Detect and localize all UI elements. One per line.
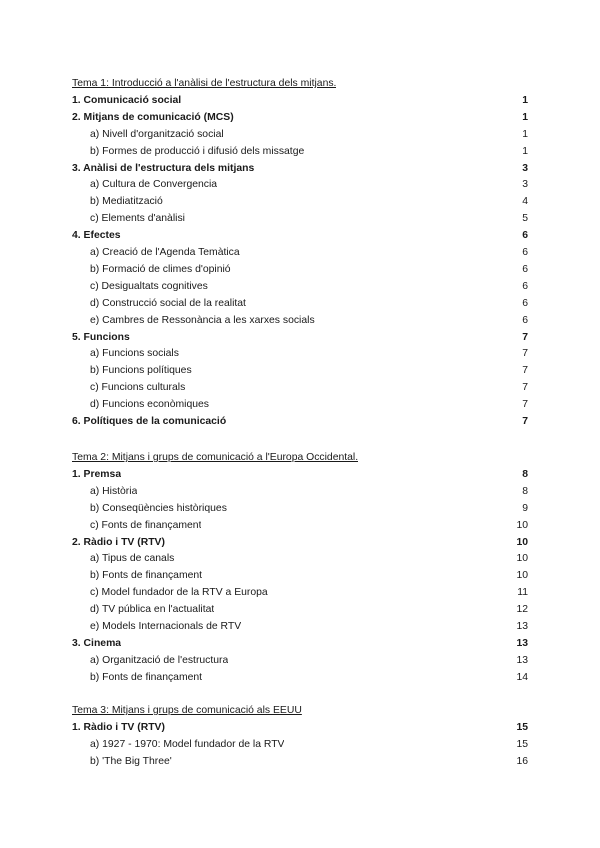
toc-page-number: 1 bbox=[522, 94, 528, 106]
toc-entry-title: a) Funcions socials bbox=[90, 348, 179, 360]
toc-entry-title: b) 'The Big Three' bbox=[90, 755, 172, 767]
toc-section-entry[interactable] bbox=[72, 635, 528, 652]
toc-entry-title: 2. Ràdio i TV (RTV) bbox=[72, 536, 165, 548]
toc-subsection-entry[interactable] bbox=[72, 483, 528, 500]
toc-subsection-entry[interactable] bbox=[72, 517, 528, 534]
toc-section-entry[interactable] bbox=[72, 534, 528, 551]
toc-entry-title: 4. Efectes bbox=[72, 230, 121, 242]
toc-entry-title: a) Nivell d'organització social bbox=[90, 128, 224, 140]
chapter-heading[interactable] bbox=[72, 75, 528, 92]
toc-page-number: 7 bbox=[522, 416, 528, 427]
toc-entry-title: b) Fonts de finançament bbox=[90, 671, 203, 683]
toc-entry-title: 3. Cinema bbox=[72, 637, 122, 649]
toc-subsection-entry[interactable] bbox=[72, 312, 528, 329]
toc-subsection-entry[interactable] bbox=[72, 736, 528, 753]
toc-section-entry[interactable] bbox=[72, 109, 528, 126]
toc-entry-title: e) Cambres de Ressonància a les xarxes socials bbox=[90, 314, 315, 326]
toc-entry-title: b) Funcions polítiques bbox=[90, 365, 192, 377]
toc-section-entry[interactable] bbox=[72, 466, 528, 483]
toc-section-entry[interactable] bbox=[72, 329, 528, 346]
toc-page-number: 1 bbox=[522, 145, 528, 157]
toc-page-number: 6 bbox=[522, 314, 528, 326]
toc-section-entry[interactable] bbox=[72, 92, 528, 109]
toc-page-number bbox=[508, 449, 528, 466]
toc-entry-title: 6. Polítiques de la comunicació bbox=[72, 416, 227, 427]
toc-entry-title: 2. Mitjans de comunicació (MCS) bbox=[72, 111, 234, 123]
toc-entry-title: a) Creació de l'Agenda Temàtica bbox=[90, 247, 240, 258]
toc-page-number: 10 bbox=[516, 536, 528, 548]
toc-entry-title: Tema 2: Mitjans i grups de comunicació a l'Europa Occidental. bbox=[72, 452, 359, 463]
toc-section-entry[interactable] bbox=[72, 227, 528, 244]
toc-entry-title: b) Formes de producció i difusió dels missatge bbox=[90, 145, 305, 157]
toc-subsection-entry[interactable] bbox=[72, 396, 528, 413]
toc-subsection-entry[interactable] bbox=[72, 176, 528, 193]
toc-page-number: 13 bbox=[516, 637, 528, 649]
toc-entry-title: d) Funcions econòmiques bbox=[90, 399, 209, 411]
toc-page-number: 1 bbox=[522, 111, 528, 123]
toc-page-number: 15 bbox=[516, 721, 528, 733]
toc-subsection-entry[interactable] bbox=[72, 244, 528, 261]
toc-page-number: 4 bbox=[522, 196, 528, 208]
toc-subsection-entry[interactable] bbox=[72, 550, 528, 567]
toc-entry-title: c) Elements d'anàlisi bbox=[90, 213, 185, 225]
toc-page-number: 6 bbox=[522, 263, 528, 275]
toc-page-number: 8 bbox=[522, 485, 528, 497]
toc-entry-title: c) Fonts de finançament bbox=[90, 519, 202, 531]
toc-page-number: 12 bbox=[516, 604, 528, 616]
toc-entry-title: 3. Anàlisi de l'estructura dels mitjans bbox=[72, 162, 255, 174]
toc-entry-title: 1. Comunicació social bbox=[72, 94, 182, 106]
toc-entry-title: a) Cultura de Convergencia bbox=[90, 179, 218, 191]
toc-subsection-entry[interactable] bbox=[72, 753, 528, 770]
toc-entry-title: a) Història bbox=[90, 485, 138, 497]
toc-page-number: 7 bbox=[522, 399, 528, 411]
toc-page-number: 7 bbox=[522, 348, 528, 360]
toc-subsection-entry[interactable] bbox=[72, 618, 528, 635]
toc-subsection-entry[interactable] bbox=[72, 500, 528, 517]
toc-subsection-entry[interactable] bbox=[72, 126, 528, 143]
toc-page-number: 3 bbox=[522, 179, 528, 191]
toc-subsection-entry[interactable] bbox=[72, 567, 528, 584]
toc-page-number bbox=[508, 702, 528, 719]
toc-entry-title: b) Mediatització bbox=[90, 196, 163, 208]
toc-page-number: 13 bbox=[516, 621, 528, 632]
toc-entry-title: a) Tipus de canals bbox=[90, 553, 175, 565]
toc-page-number: 8 bbox=[522, 468, 528, 480]
toc-subsection-entry[interactable] bbox=[72, 278, 528, 295]
toc-entry-title: 1. Ràdio i TV (RTV) bbox=[72, 721, 165, 733]
toc-section-entry[interactable] bbox=[72, 160, 528, 177]
toc-page-number: 14 bbox=[516, 671, 528, 683]
toc-page-number: 3 bbox=[522, 162, 528, 174]
toc-subsection-entry[interactable] bbox=[72, 601, 528, 618]
toc-entry-title: 1. Premsa bbox=[72, 468, 122, 480]
toc-entry-title: b) Formació de climes d'opinió bbox=[90, 263, 231, 275]
toc-page-number bbox=[508, 75, 528, 92]
toc-entry-title: e) Models Internacionals de RTV bbox=[90, 621, 242, 632]
toc-page-number: 13 bbox=[516, 654, 528, 666]
toc-page-number: 10 bbox=[516, 519, 528, 531]
toc-subsection-entry[interactable] bbox=[72, 261, 528, 278]
toc-page-number: 7 bbox=[522, 365, 528, 377]
toc-entry-title: a) Organització de l'estructura bbox=[90, 654, 229, 666]
toc-page-number: 9 bbox=[522, 502, 528, 514]
toc-entry-title: b) Conseqüències històriques bbox=[90, 502, 227, 514]
toc-page-number: 10 bbox=[516, 553, 528, 565]
toc-subsection-entry[interactable] bbox=[72, 362, 528, 379]
toc-entry-title: d) TV pública en l'actualitat bbox=[90, 604, 215, 616]
toc-page-number: 1 bbox=[522, 128, 528, 140]
toc-subsection-entry[interactable] bbox=[72, 652, 528, 669]
toc-subsection-entry[interactable] bbox=[72, 143, 528, 160]
toc-entry-title: c) Funcions culturals bbox=[90, 382, 186, 394]
toc-subsection-entry[interactable] bbox=[72, 379, 528, 396]
toc-subsection-entry[interactable] bbox=[72, 295, 528, 312]
toc-page-number: 10 bbox=[516, 570, 528, 582]
toc-page-number: 6 bbox=[522, 247, 528, 258]
toc-section-entry[interactable] bbox=[72, 719, 528, 736]
toc-page-number: 6 bbox=[522, 230, 528, 242]
toc-section-entry[interactable] bbox=[72, 413, 528, 430]
toc-page-number: 6 bbox=[522, 280, 528, 292]
toc-page-number: 11 bbox=[517, 587, 528, 599]
toc-page-number: 16 bbox=[516, 755, 528, 767]
toc-entry-title: d) Construcció social de la realitat bbox=[90, 297, 246, 309]
toc-entry-title: Tema 1: Introducció a l'anàlisi de l'estructura dels mitjans. bbox=[72, 78, 337, 89]
toc-subsection-entry[interactable] bbox=[72, 193, 528, 210]
toc-entry-title: Tema 3: Mitjans i grups de comunicació als EEUU bbox=[72, 705, 302, 716]
toc-page-number: 7 bbox=[522, 382, 528, 394]
chapter-heading[interactable] bbox=[72, 449, 528, 466]
toc-page-number: 15 bbox=[516, 738, 528, 750]
toc-entry-title: a) 1927 - 1970: Model fundador de la RTV bbox=[90, 738, 285, 750]
toc-entry-title: 5. Funcions bbox=[72, 331, 130, 343]
chapter-heading[interactable] bbox=[72, 702, 528, 719]
toc-page-number: 6 bbox=[522, 297, 528, 309]
toc-page-number: 5 bbox=[522, 213, 528, 225]
toc-subsection-entry[interactable] bbox=[72, 345, 528, 362]
toc-subsection-entry[interactable] bbox=[72, 584, 528, 601]
toc-entry-title: c) Desigualtats cognitives bbox=[90, 280, 208, 292]
toc-subsection-entry[interactable] bbox=[72, 210, 528, 227]
toc-subsection-entry[interactable] bbox=[72, 669, 528, 686]
toc-entry-title: c) Model fundador de la RTV a Europa bbox=[90, 587, 268, 599]
toc-entry-title: b) Fonts de finançament bbox=[90, 570, 203, 582]
toc-page-number: 7 bbox=[522, 331, 528, 343]
